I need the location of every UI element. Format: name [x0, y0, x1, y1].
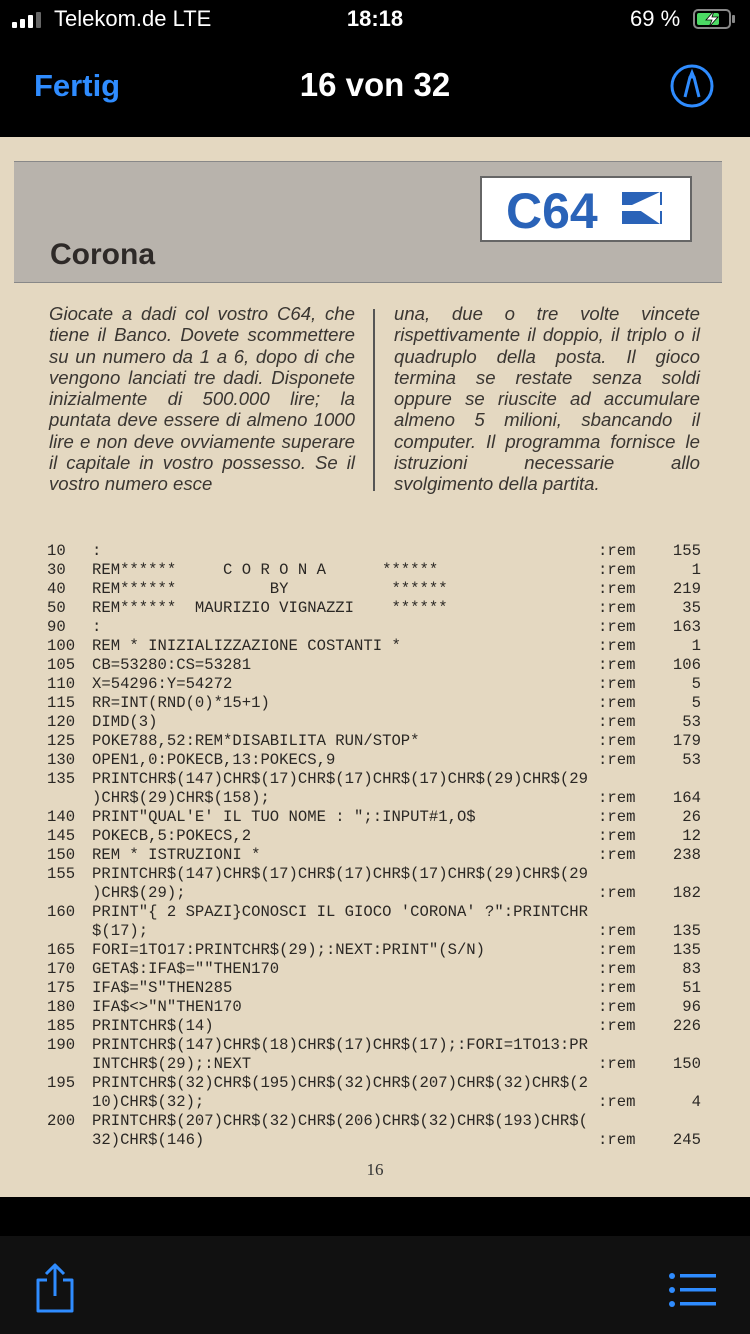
checksum: 26 — [682, 808, 701, 826]
listing-row — [47, 618, 707, 637]
checksum: 1 — [691, 561, 701, 579]
navigation-bar — [0, 40, 750, 130]
listing-row — [47, 941, 707, 960]
rem-marker: :rem — [598, 637, 636, 655]
code-text: PRINTCHR$(14) — [92, 1017, 214, 1035]
rem-marker: :rem — [598, 1055, 636, 1073]
list-icon[interactable] — [668, 1272, 716, 1308]
checksum: 83 — [682, 960, 701, 978]
line-number: 105 — [47, 656, 76, 674]
listing-row — [47, 1017, 707, 1036]
c64-logo-text: C64 — [506, 183, 598, 239]
listing-row — [47, 770, 707, 789]
column-divider — [373, 309, 375, 491]
code-text: PRINTCHR$(32)CHR$(195)CHR$(32)CHR$(207)CHR$(32)CHR$(2 — [92, 1074, 588, 1092]
line-number: 185 — [47, 1017, 76, 1035]
checksum: 35 — [682, 599, 701, 617]
line-number: 90 — [47, 618, 66, 636]
line-number: 135 — [47, 770, 76, 788]
code-text: FORI=1TO17:PRINTCHR$(29);:NEXT:PRINT"(S/N) — [92, 941, 486, 959]
line-number: 110 — [47, 675, 76, 693]
rem-marker: :rem — [598, 580, 636, 598]
line-number: 125 — [47, 732, 76, 750]
c64-logo-graphic — [482, 178, 690, 240]
listing-row — [47, 580, 707, 599]
code-text: RR=INT(RND(0)*15+1) — [92, 694, 270, 712]
line-number: 40 — [47, 580, 66, 598]
checksum: 155 — [672, 542, 701, 560]
line-number: 100 — [47, 637, 76, 655]
checksum: 53 — [682, 713, 701, 731]
basic-listing — [47, 542, 707, 1150]
carrier-label: Telekom.de LTE — [54, 6, 212, 31]
rem-marker: :rem — [598, 542, 636, 560]
line-number: 130 — [47, 751, 76, 769]
header-banner — [14, 161, 722, 283]
code-text: DIMD(3) — [92, 713, 158, 731]
line-number: 190 — [47, 1036, 76, 1054]
checksum: 219 — [672, 580, 701, 598]
listing-row — [47, 789, 707, 808]
line-number: 170 — [47, 960, 76, 978]
listing-row — [47, 960, 707, 979]
code-text: : — [92, 542, 102, 560]
line-number: 160 — [47, 903, 76, 921]
line-number: 165 — [47, 941, 76, 959]
code-text: POKE788,52:REM*DISABILITA RUN/STOP* — [92, 732, 420, 750]
rem-marker: :rem — [598, 884, 636, 902]
code-text: POKECB,5:POKECS,2 — [92, 827, 252, 845]
article-title: Corona — [50, 238, 155, 271]
rem-marker: :rem — [598, 1017, 636, 1035]
code-text: INTCHR$(29);:NEXT — [92, 1055, 252, 1073]
checksum: 53 — [682, 751, 701, 769]
listing-row — [47, 599, 707, 618]
checksum: 51 — [682, 979, 701, 997]
checksum: 4 — [691, 1093, 701, 1111]
listing-row — [47, 1093, 707, 1112]
rem-marker: :rem — [598, 922, 636, 940]
done-button[interactable]: Fertig — [34, 68, 121, 103]
code-text: PRINTCHR$(147)CHR$(18)CHR$(17)CHR$(17);:FORI=1TO13:PR — [92, 1036, 588, 1054]
listing-row — [47, 827, 707, 846]
intro-text-column-1: Giocate a dadi col vostro C64, che tiene il Banco. Dovete scommettere su un numero da 1 a 6, dopo di che vengono lanciati tre dadi. Disponete inizialmente di 500.000 lire; la puntata deve essere di almeno 1000 lire e non deve ovviamente superare il capitale in vostro possesso. Se il vostro numero esce — [49, 303, 355, 495]
document-page — [0, 137, 750, 1197]
listing-row — [47, 1112, 707, 1131]
line-number: 150 — [47, 846, 76, 864]
listing-row — [47, 884, 707, 903]
code-text: PRINT"{ 2 SPAZI}CONOSCI IL GIOCO 'CORONA' ?":PRINTCHR — [92, 903, 588, 921]
checksum: 164 — [672, 789, 701, 807]
listing-row — [47, 656, 707, 675]
battery-percent: 69 % — [630, 6, 681, 31]
checksum: 5 — [691, 694, 701, 712]
line-number: 115 — [47, 694, 76, 712]
rem-marker: :rem — [598, 1131, 636, 1149]
rem-marker: :rem — [598, 827, 636, 845]
line-number: 145 — [47, 827, 76, 845]
code-text: CB=53280:CS=53281 — [92, 656, 252, 674]
code-text: IFA$<>"N"THEN170 — [92, 998, 242, 1016]
code-text: IFA$="S"THEN285 — [92, 979, 233, 997]
listing-row — [47, 1074, 707, 1093]
checksum: 135 — [672, 941, 701, 959]
checksum: 238 — [672, 846, 701, 864]
listing-row — [47, 561, 707, 580]
line-number: 120 — [47, 713, 76, 731]
listing-row — [47, 713, 707, 732]
line-number: 200 — [47, 1112, 76, 1130]
code-text: X=54296:Y=54272 — [92, 675, 233, 693]
listing-row — [47, 846, 707, 865]
pen-markup-icon[interactable] — [670, 64, 714, 108]
checksum: 245 — [672, 1131, 701, 1149]
rem-marker: :rem — [598, 808, 636, 826]
checksum: 179 — [672, 732, 701, 750]
listing-row — [47, 979, 707, 998]
listing-row — [47, 542, 707, 561]
page-counter-title: 16 von 32 — [299, 66, 451, 103]
listing-row — [47, 1036, 707, 1055]
checksum: 150 — [672, 1055, 701, 1073]
line-number: 10 — [47, 542, 66, 560]
rem-marker: :rem — [598, 941, 636, 959]
listing-row — [47, 732, 707, 751]
rem-marker: :rem — [598, 599, 636, 617]
c64-logo — [480, 176, 692, 242]
line-number: 195 — [47, 1074, 76, 1092]
rem-marker: :rem — [598, 694, 636, 712]
line-number: 155 — [47, 865, 76, 883]
page-number: 16 — [366, 1160, 384, 1179]
code-text: )CHR$(29); — [92, 884, 186, 902]
checksum: 163 — [672, 618, 701, 636]
code-text: 10)CHR$(32); — [92, 1093, 205, 1111]
code-text: REM****** BY ****** — [92, 580, 448, 598]
code-text: $(17); — [92, 922, 149, 940]
listing-row — [47, 1131, 707, 1150]
checksum: 226 — [672, 1017, 701, 1035]
rem-marker: :rem — [598, 656, 636, 674]
code-text: REM * ISTRUZIONI * — [92, 846, 261, 864]
rem-marker: :rem — [598, 979, 636, 997]
clock: 18:18 — [346, 6, 404, 31]
listing-row — [47, 675, 707, 694]
checksum: 106 — [672, 656, 701, 674]
rem-marker: :rem — [598, 789, 636, 807]
listing-row — [47, 903, 707, 922]
status-bar — [0, 0, 750, 40]
rem-marker: :rem — [598, 618, 636, 636]
checksum: 135 — [672, 922, 701, 940]
code-text: : — [92, 618, 102, 636]
rem-marker: :rem — [598, 960, 636, 978]
bottom-toolbar — [0, 1236, 750, 1334]
code-text: OPEN1,0:POKECB,13:POKECS,9 — [92, 751, 336, 769]
code-text: GETA$:IFA$=""THEN170 — [92, 960, 280, 978]
checksum: 182 — [672, 884, 701, 902]
line-number: 180 — [47, 998, 76, 1016]
checksum: 5 — [691, 675, 701, 693]
code-text: 32)CHR$(146) — [92, 1131, 205, 1149]
code-text: PRINTCHR$(207)CHR$(32)CHR$(206)CHR$(32)CHR$(193)CHR$( — [92, 1112, 588, 1130]
code-text: REM * INIZIALIZZAZIONE COSTANTI * — [92, 637, 401, 655]
rem-marker: :rem — [598, 998, 636, 1016]
checksum: 12 — [682, 827, 701, 845]
line-number: 30 — [47, 561, 66, 579]
rem-marker: :rem — [598, 561, 636, 579]
battery-charging-icon — [693, 9, 735, 29]
intro-text-column-2: una, due o tre volte vincete rispettivamente il doppio, il triplo o il quadruplo della posta. Il gioco termina se restate senza soldi oppure se riuscite ad accumulare almeno 5 milioni, sbancando il computer. Il programma fornisce le istruzioni necessarie allo svolgimento della partita. — [394, 303, 700, 495]
code-text: PRINTCHR$(147)CHR$(17)CHR$(17)CHR$(17)CHR$(29)CHR$(29 — [92, 865, 588, 883]
code-text: )CHR$(29)CHR$(158); — [92, 789, 270, 807]
line-number: 50 — [47, 599, 66, 617]
checksum: 1 — [691, 637, 701, 655]
listing-row — [47, 998, 707, 1017]
listing-row — [47, 637, 707, 656]
rem-marker: :rem — [598, 1093, 636, 1111]
code-text: REM****** MAURIZIO VIGNAZZI ****** — [92, 599, 448, 617]
rem-marker: :rem — [598, 751, 636, 769]
code-text: REM****** C O R O N A ****** — [92, 561, 439, 579]
rem-marker: :rem — [598, 675, 636, 693]
listing-row — [47, 1055, 707, 1074]
listing-row — [47, 922, 707, 941]
listing-row — [47, 808, 707, 827]
rem-marker: :rem — [598, 732, 636, 750]
listing-row — [47, 694, 707, 713]
rem-marker: :rem — [598, 713, 636, 731]
code-text: PRINT"QUAL'E' IL TUO NOME : ";:INPUT#1,O$ — [92, 808, 476, 826]
listing-row — [47, 865, 707, 884]
line-number: 140 — [47, 808, 76, 826]
rem-marker: :rem — [598, 846, 636, 864]
listing-row — [47, 751, 707, 770]
line-number: 175 — [47, 979, 76, 997]
share-icon[interactable] — [34, 1262, 76, 1314]
code-text: PRINTCHR$(147)CHR$(17)CHR$(17)CHR$(17)CHR$(29)CHR$(29 — [92, 770, 588, 788]
checksum: 96 — [682, 998, 701, 1016]
